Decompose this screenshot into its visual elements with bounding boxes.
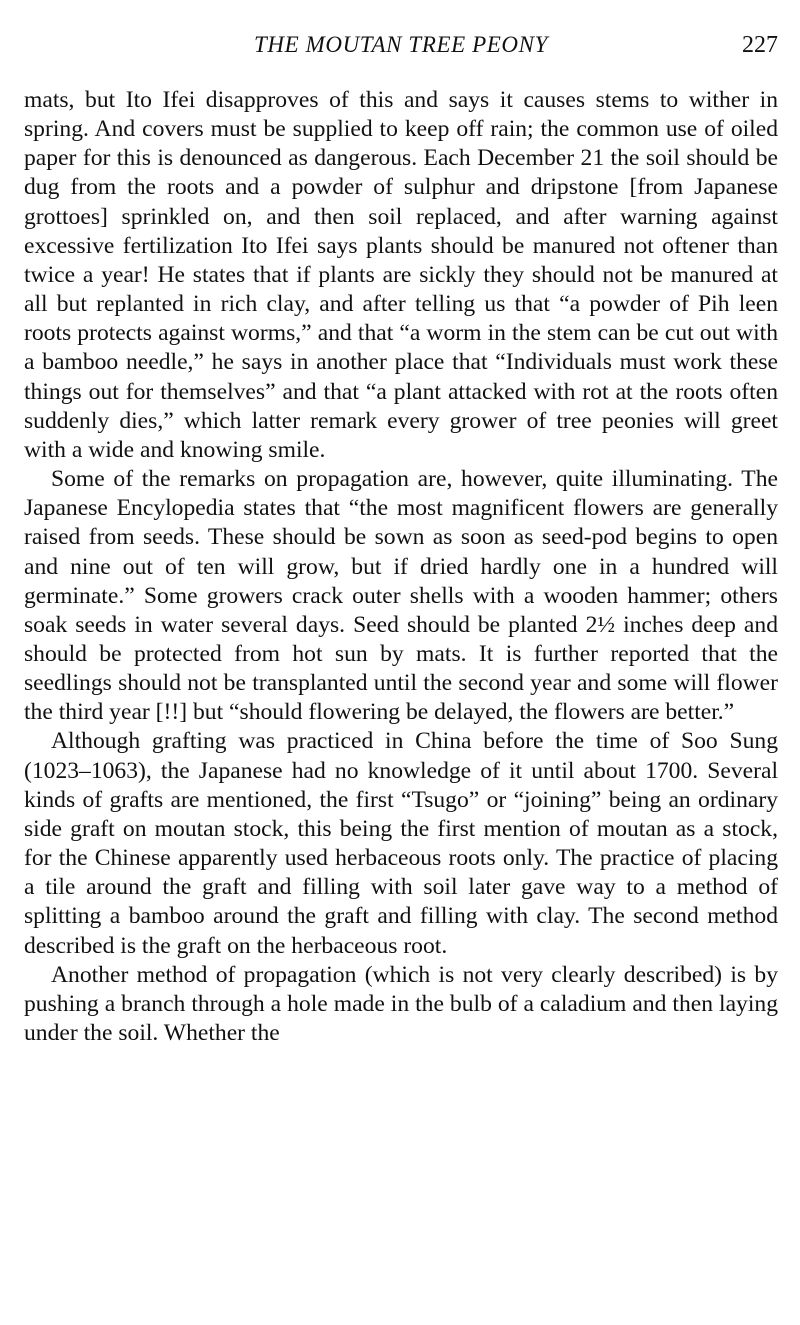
paragraph-1: mats, but Ito Ifei disapproves of this and says it causes stems to wither in spring. And covers must be supplied to keep off rain; the common use of oiled paper for this is denounced as dangerous. Each December 21 the soil should be dug from the roots and a powder of sulphur and dripstone [from Japanese grottoes] sprinkled on, and then soil replaced, and after warning against excessive fertilization Ito Ifei says plants should be manured not oftener than twice a year! He states that if plants are sickly they should not be manured at all but replanted in rich clay, and after telling us that “a powder of Pih leen roots protects against worms,” and that “a worm in the stem can be cut out with a bamboo needle,” he says in another place that “Individuals must work these things out for themselves” and that “a plant attacked with rot at the roots often suddenly dies,” which latter remark every grower of tree peonies will greet with a wide and knowing smile. (24, 87, 778, 463)
paragraph-4: Another method of propagation (which is not very clearly described) is by pushing a branch through a hole made in the bulb of a caladium and then laying under the soil. Whether the (24, 961, 778, 1046)
paragraph-2: Some of the remarks on propagation are, however, quite illuminating. The Japanese Encylopedia states that “the most magnificent flowers are generally raised from seeds. These should be sown as soon as seed-pod begins to open and nine out of ten will grow, but if dried hardly one in a hundred will germinate.” Some growers crack outer shells with a wooden hammer; others soak seeds in water several days. Seed should be planted 2½ inches deep and should be protected from hot sun by mats. It is further reported that the seedlings should not be transplanted until the second year and some will flower the third year [!!] but “should flowering be delayed, the flowers are better.” (24, 466, 778, 726)
running-title: THE MOUTAN TREE PEONY (254, 32, 548, 57)
running-head (24, 28, 778, 62)
page-number: 227 (742, 32, 778, 58)
paragraph-3: Although grafting was practiced in China before the time of Soo Sung (1023–1063), the Japanese had no knowledge of it until about 1700. Several kinds of grafts are mentioned, the first “Tsugo” or “joining” being an ordinary side graft on moutan stock, this being the first mention of moutan as a stock, for the Chinese apparently used herbaceous roots only. The practice of placing a tile around the graft and filling with soil later gave way to a method of splitting a bamboo around the graft and filling with clay. The second method described is the graft on the herbaceous root. (24, 728, 778, 959)
book-page (24, 28, 778, 1048)
body-text (24, 86, 778, 1048)
